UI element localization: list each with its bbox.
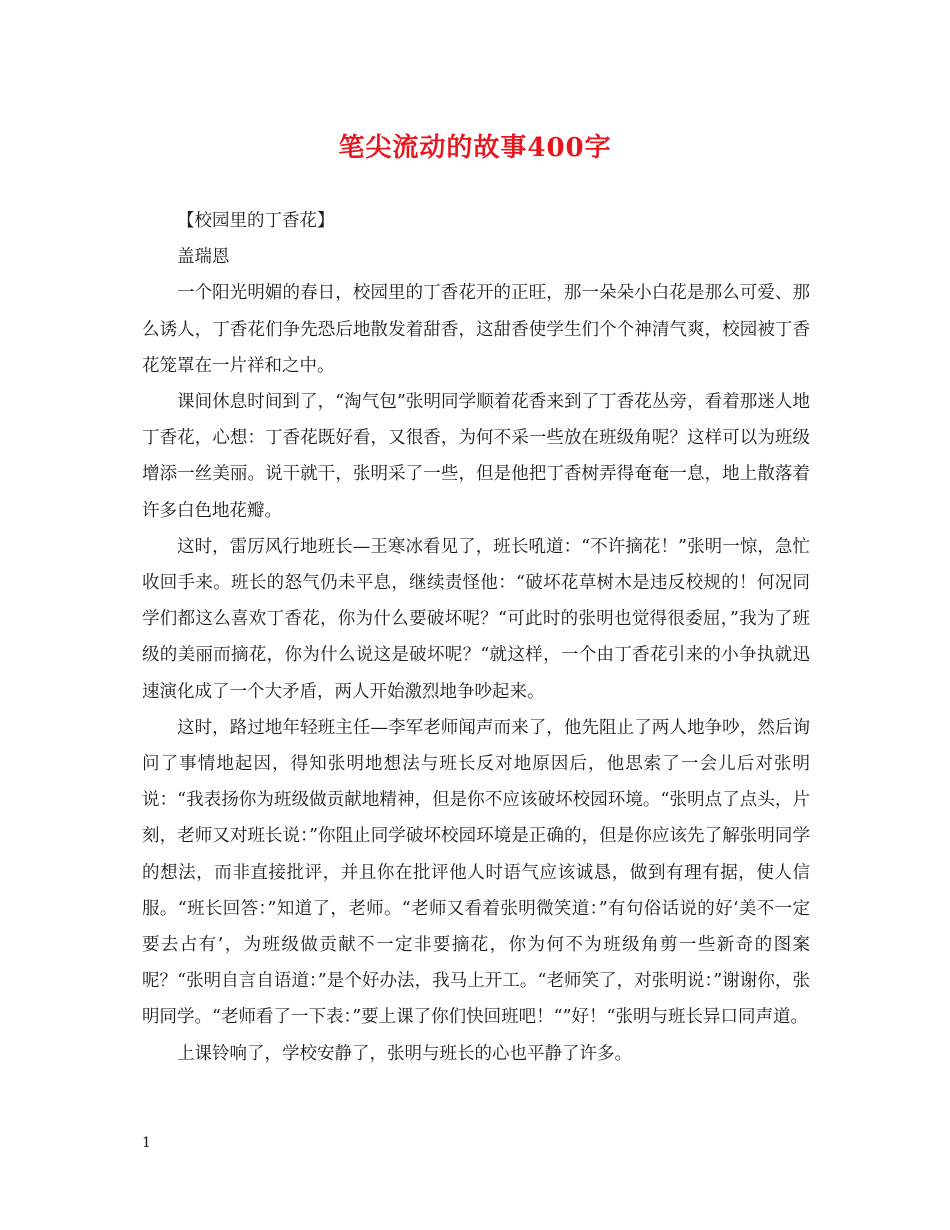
paragraph: 一个阳光明媚的春日，校园里的丁香花开的正旺，那一朵朵小白花是那么可爱、那么诱人，丁香花们争先恐后地散发着甜香，这甜香使学生们个个神清气爽，校园被丁香花笼罩在一片祥和之中。 xyxy=(142,283,810,376)
paragraph: 这时，路过地年轻班主任—李军老师闻声而来了，他先阻止了两人地争吵，然后询问了事情地起因，得知张明地想法与班长反对地原因后，他思索了一会儿后对张明说：“我表扬你为班级做贡献地精神，但是你不应该破坏校园环境。“张明点了点头，片刻，老师又对班长说：”你阻止同学破坏校园环境是正确的，但是你应该先了解张明同学的想法，而非直接批评，并且你在批评他人时语气应该诚恳，做到有理有据，使人信服。“班长回答：”知道了，老师。“老师又看着张明微笑道：”有句俗话说的好‘美不一定要去占有’，为班级做贡献不一定非要摘花，你为何不为班级角剪一些新奇的图案呢？“张明自言自语道：”是个好办法，我马上开工。“老师笑了，对张明说：”谢谢你，张明同学。“老师看了一下表：”要上课了你们快回班吧！“”好！“张明与班长异口同声道。 xyxy=(142,717,810,1028)
paragraph: 课间休息时间到了，“淘气包”张明同学顺着花香来到了丁香花丛旁，看着那迷人地丁香花，心想：丁香花既好看，又很香，为何不采一些放在班级角呢？这样可以为班级增添一丝美丽。说干就干，张明采了一些，但是他把丁香树弄得奄奄一息，地上散落着许多白色地花瓣。 xyxy=(142,392,810,521)
paragraph: 这时，雷厉风行地班长—王寒冰看见了，班长吼道：“不许摘花！”张明一惊，急忙收回手来。班长的怒气仍未平息，继续责怪他：“破坏花草树木是违反校规的！何况同学们都这么喜欢丁香花，你为什么要破坏呢？“可此时的张明也觉得很委屈，”我为了班级的美丽而摘花，你为什么说这是破坏呢？“就这样，一个由丁香花引来的小争执就迅速演化成了一个大矛盾，两人开始激烈地争吵起来。 xyxy=(142,536,810,702)
page-number: 1 xyxy=(142,1135,151,1151)
section-heading: 【校园里的丁香花】 xyxy=(177,211,335,231)
paragraph: 上课铃响了，学校安静了，张明与班长的心也平静了许多。 xyxy=(177,1043,632,1064)
document-body xyxy=(142,203,810,1072)
author-name: 盖瑞恩 xyxy=(177,247,230,268)
document-title: 笔尖流动的故事400字 xyxy=(338,133,612,163)
